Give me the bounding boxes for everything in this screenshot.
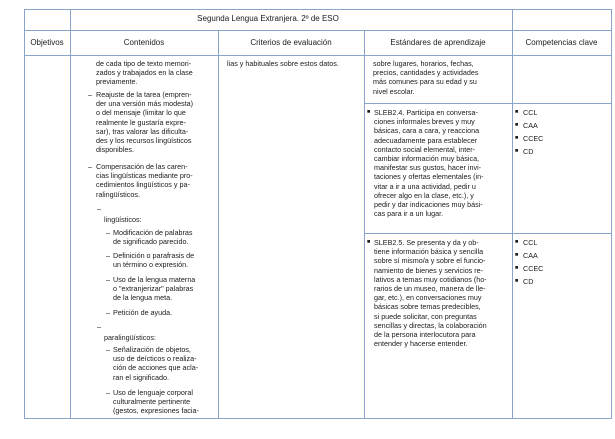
text-line: precios, cantidades y actividades	[373, 68, 479, 78]
competencia-item: CCL	[523, 238, 538, 247]
text-line: de significado parecido.	[113, 237, 189, 247]
contenidos-intro	[96, 59, 214, 87]
text-line: der una versión más modesta)	[96, 99, 194, 109]
bullet-square-icon: ■	[515, 265, 519, 271]
paralinguisticos-item	[113, 345, 215, 382]
text-line: Reajuste de la tarea (empren-	[96, 90, 192, 99]
estandares-continuation	[373, 59, 509, 96]
bullet-square-icon: ■	[515, 135, 519, 141]
competencia-item: CCL	[523, 108, 538, 117]
bullet-square-icon: ■	[367, 239, 371, 245]
competencia-item: CCEC	[523, 134, 544, 143]
dash-bullet: –	[106, 345, 110, 354]
linguisticos-item	[113, 308, 215, 317]
text-line: básicas, cara a cara, y reacciona	[374, 126, 480, 136]
text-line: previamente.	[96, 77, 138, 87]
text-line: contacto social elemental, inter-	[374, 144, 476, 154]
dash-bullet: –	[97, 322, 101, 331]
text-line: si puede solicitar, con preguntas	[374, 311, 477, 321]
competencia-item: CD	[523, 147, 534, 156]
text-line: cedimientos lingüísticos y pa-	[96, 180, 190, 190]
text-line: o del mensaje (limitar lo que	[96, 108, 186, 118]
text-line: rarios de un museo, manera de lle-	[374, 284, 486, 294]
text-line: manifestar sus gustos, hacer invi-	[374, 163, 482, 173]
text-line: SLEB2.4. Participa en conversa-	[374, 108, 478, 117]
text-line: vitar a ir a una actividad, pedir u	[374, 181, 476, 191]
col-contenidos-rule	[218, 31, 219, 419]
dash-bullet: –	[106, 228, 110, 237]
text-line: ción de acciones que acla-	[113, 363, 199, 373]
text-line: zados y trabajados en la clase	[96, 68, 193, 78]
text-line: Uso de lenguaje corporal	[113, 388, 193, 397]
text-line: ralingüísticos.	[96, 189, 140, 199]
text-line: tiene información básica y sencilla	[374, 247, 484, 257]
standard-sleb25	[374, 238, 509, 348]
text-line: Uso de la lengua materna	[113, 275, 196, 284]
contenidos-compensacion	[96, 162, 214, 199]
bullet-square-icon: ■	[515, 278, 519, 284]
paralinguisticos-label: paralingüísticos:	[104, 333, 156, 342]
text-line: cambiar información muy básica,	[374, 154, 480, 164]
bullet-square-icon: ■	[515, 239, 519, 245]
text-line: SLEB2.5. Se presenta y da y ob-	[374, 238, 479, 247]
text-line: (gestos, expresiones facia-	[113, 406, 199, 416]
competencia-item: CAA	[523, 251, 538, 260]
text-line: des y los recursos lingüísticos	[96, 136, 192, 146]
table-left-rule	[24, 9, 25, 419]
competencia-item: CCEC	[523, 264, 544, 273]
linguisticos-label: lingüísticos:	[104, 215, 142, 224]
text-line: sencillas y directas, la colaboración	[374, 320, 487, 330]
header-estandares: Estándares de aprendizaje	[390, 38, 486, 47]
dash-bullet: –	[106, 308, 110, 317]
col-objetivos-rule	[70, 9, 71, 419]
text-line: Modificación de palabras	[113, 228, 193, 237]
header-criterios: Criterios de evaluación	[250, 38, 332, 47]
text-line: Señalización de objetos,	[113, 345, 191, 354]
table-top-rule	[24, 9, 612, 10]
text-line: pedir y dar indicaciones muy bási-	[374, 200, 483, 210]
dash-bullet: –	[88, 90, 92, 99]
dash-bullet: –	[106, 251, 110, 260]
text-line: nivel escolar.	[373, 86, 415, 96]
competencia-item: CAA	[523, 121, 538, 130]
contenidos-reajuste	[96, 90, 214, 154]
text-line: adecuadamente para establecer	[374, 135, 478, 145]
standard-sleb24	[374, 108, 509, 218]
bullet-square-icon: ■	[515, 122, 519, 128]
paralinguisticos-item	[113, 388, 215, 416]
text-line: lativos a temas muy cotidianos (ho-	[374, 274, 487, 284]
bullet-square-icon: ■	[515, 148, 519, 154]
bullet-square-icon: ■	[515, 252, 519, 258]
table-title: Segunda Lengua Extranjera. 2º de ESO	[197, 14, 339, 23]
text-line: ciones informales breves y muy	[374, 117, 475, 127]
criterios-text	[227, 59, 361, 68]
header-contenidos: Contenidos	[123, 38, 165, 47]
header-competencias: Competencias clave	[525, 38, 598, 47]
header-bottom-rule	[24, 55, 612, 56]
col-criterios-rule	[364, 31, 365, 419]
linguisticos-item	[113, 275, 215, 303]
text-line: realmente le gustaría expre-	[96, 117, 186, 127]
text-line: disponibles.	[96, 145, 134, 155]
text-line: sobre lugares, horarios, fechas,	[373, 59, 474, 68]
row1-bottom-rule	[364, 103, 612, 104]
bullet-square-icon: ■	[367, 109, 371, 115]
text-line: ran el significado.	[113, 372, 169, 382]
text-line: Definición o parafrasis de	[113, 251, 195, 260]
title-bottom-rule	[24, 30, 612, 31]
text-line: un término o expresión.	[113, 260, 189, 270]
text-line: de la lengua meta.	[113, 293, 173, 303]
text-line: más comunes para su edad y su	[373, 77, 477, 87]
row2-bottom-rule	[364, 233, 612, 234]
text-line: de la persona interlocutora para	[374, 330, 476, 340]
text-line: o "extranjerizar" palabras	[113, 284, 194, 294]
text-line: de cada tipo de texto memori-	[96, 59, 192, 68]
text-line: cias lingüísticas mediante pro-	[96, 171, 193, 181]
text-line: namiento de bienes y servicios re-	[374, 265, 484, 275]
text-line: uso de deícticos o realiza-	[113, 354, 197, 364]
linguisticos-item	[113, 251, 215, 269]
col-estandares-rule	[512, 9, 513, 419]
bullet-square-icon: ■	[515, 109, 519, 115]
text-line: Petición de ayuda.	[113, 308, 173, 317]
text-line: culturalmente pertinente	[113, 397, 191, 407]
linguisticos-item	[113, 228, 215, 246]
table-bottom-rule	[24, 418, 612, 419]
header-objetivos: Objetivos	[30, 38, 64, 47]
text-line: gar, etc.), en conversaciones muy	[374, 293, 482, 303]
dash-bullet: –	[88, 162, 92, 171]
competencia-item: CD	[523, 277, 534, 286]
text-line: taciones y ofertas elementales (in-	[374, 172, 484, 182]
text-line: Compensación de las caren-	[96, 162, 188, 171]
text-line: sobre sí mismo/a y sobre el funcio-	[374, 256, 486, 266]
text-line: cas para ir a un lugar.	[374, 209, 444, 219]
dash-bullet: –	[106, 275, 110, 284]
text-line: entender y hacerse entender.	[374, 339, 468, 349]
text-line: lias y habituales sobre estos datos.	[227, 59, 339, 68]
text-line: sar), tras valorar las dificulta-	[96, 126, 189, 136]
text-line: ofrecer algo en la clase, etc.), y	[374, 190, 474, 200]
text-line: básicas sobre temas predecibles,	[374, 302, 481, 312]
dash-bullet: –	[97, 204, 101, 213]
dash-bullet: –	[106, 388, 110, 397]
table-right-rule	[611, 9, 612, 419]
